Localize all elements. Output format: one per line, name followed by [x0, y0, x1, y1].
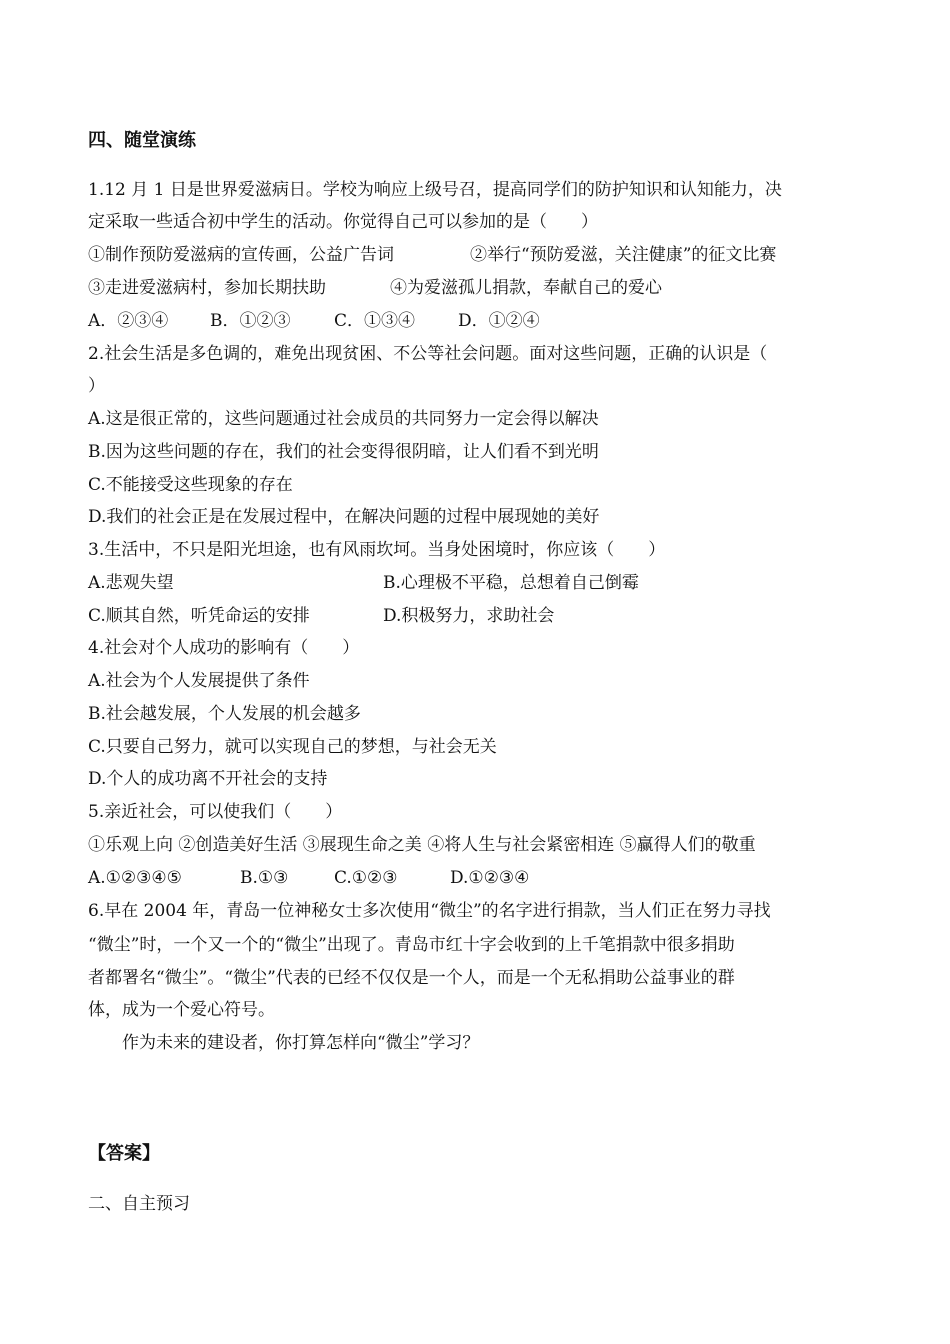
- q1-option-c: C．①③④: [334, 311, 416, 331]
- q1-option-d: D．①②④: [458, 311, 540, 331]
- q2-option-d: D.我们的社会正是在发展过程中，在解决问题的过程中展现她的美好: [88, 507, 600, 527]
- q3-stem: 3.生活中，不只是阳光坦途，也有风雨坎坷。当身处困境时，你应该（ ）: [88, 540, 666, 560]
- q6-line2: “微尘”时，一个又一个的“微尘”出现了。青岛市红十字会收到的上千笔捐款中很多捐助: [88, 935, 735, 955]
- q2-option-b: B.因为这些问题的存在，我们的社会变得很阴暗，让人们看不到光明: [88, 442, 599, 462]
- q2-option-c: C.不能接受这些现象的存在: [88, 475, 293, 495]
- q3-option-d: D.积极努力，求助社会: [383, 606, 555, 626]
- q6-question: 作为未来的建设者，你打算怎样向“微尘”学习？: [122, 1033, 480, 1053]
- q6-line1: 6.早在 2004 年，青岛一位神秘女士多次使用“微尘”的名字进行捐款，当人们正在努力寻找: [88, 901, 771, 921]
- q3-option-b: B.心理极不平稳，总想着自己倒霉: [383, 573, 639, 593]
- answer-title: 【答案】: [88, 1143, 160, 1164]
- q4-option-b: B.社会越发展，个人发展的机会越多: [88, 704, 361, 724]
- q5-option-a: A.①②③④⑤: [88, 868, 182, 888]
- q1-option-a: A．②③④: [88, 311, 169, 331]
- q3-option-a: A.悲观失望: [88, 573, 174, 593]
- q1-item-3: ③走进爱滋病村，参加长期扶助: [88, 278, 326, 298]
- q5-stem: 5.亲近社会，可以使我们（ ）: [88, 802, 343, 822]
- q1-item-2: ②举行“预防爱滋，关注健康”的征文比赛: [470, 245, 777, 265]
- q3-option-c: C.顺其自然，听凭命运的安排: [88, 606, 310, 626]
- q4-option-a: A.社会为个人发展提供了条件: [88, 671, 310, 691]
- q5-option-c: C.①②③: [334, 868, 398, 888]
- q4-option-d: D.个人的成功离不开社会的支持: [88, 769, 328, 789]
- q2-stem-line2: ）: [88, 376, 105, 396]
- q6-line3: 者都署名“微尘”。“微尘”代表的已经不仅仅是一个人，而是一个无私捐助公益事业的群: [88, 968, 735, 988]
- section-title: 四、随堂演练: [88, 130, 196, 151]
- q5-option-b: B.①③: [240, 868, 289, 888]
- q6-line4: 体，成为一个爱心符号。: [88, 1000, 275, 1020]
- q1-stem-line2: 定采取一些适合初中学生的活动。你觉得自己可以参加的是（ ）: [88, 212, 598, 232]
- q2-stem-line1: 2.社会生活是多色调的，难免出现贫困、不公等社会问题。面对这些问题，正确的认识是（: [88, 344, 768, 364]
- q1-item-4: ④为爱滋孤儿捐款，奉献自己的爱心: [390, 278, 662, 298]
- q5-option-d: D.①②③④: [450, 868, 530, 888]
- q5-items: ①乐观上向 ②创造美好生活 ③展现生命之美 ④将人生与社会紧密相连 ⑤赢得人们的敬重: [88, 835, 756, 855]
- q4-stem: 4.社会对个人成功的影响有（ ）: [88, 638, 360, 658]
- q4-option-c: C.只要自己努力，就可以实现自己的梦想，与社会无关: [88, 737, 497, 757]
- q1-stem-line1: 1.12 月 1 日是世界爱滋病日。学校为响应上级号召，提高同学们的防护知识和认知能力，决: [88, 180, 782, 200]
- answer-section-heading: 二、自主预习: [88, 1194, 190, 1214]
- q1-item-1: ①制作预防爱滋病的宣传画，公益广告词: [88, 245, 394, 265]
- q1-option-b: B．①②③: [210, 311, 291, 331]
- q2-option-a: A.这是很正常的，这些问题通过社会成员的共同努力一定会得以解决: [88, 409, 599, 429]
